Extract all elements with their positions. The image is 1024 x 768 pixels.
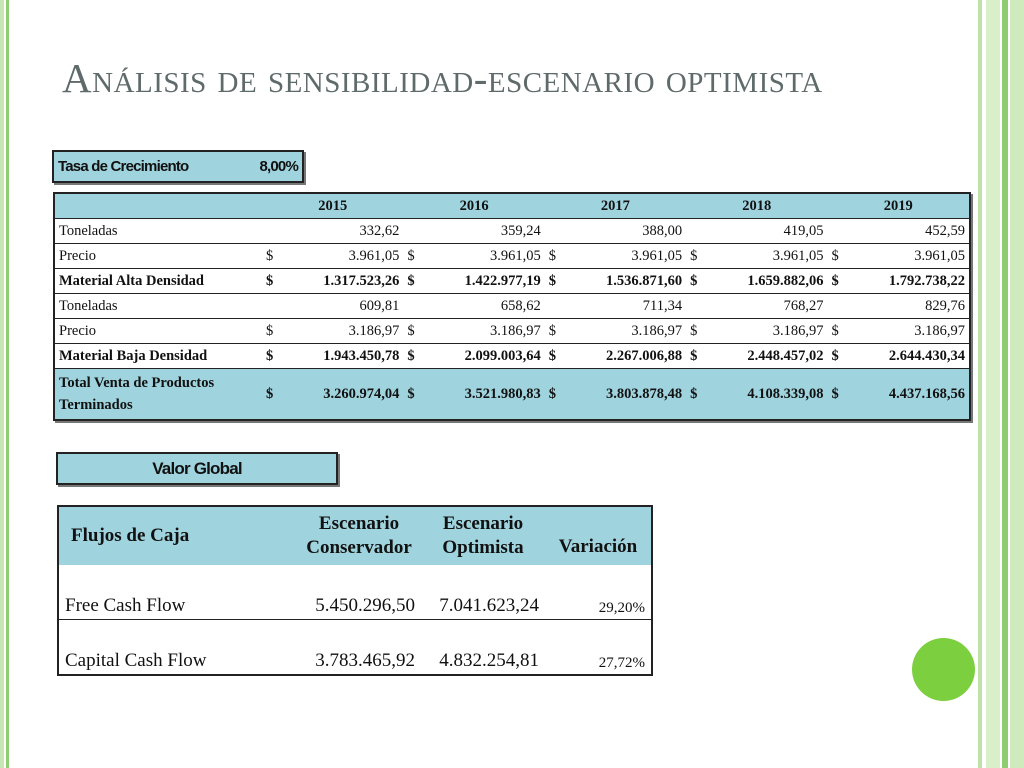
currency-symbol: $ [262, 319, 284, 344]
value-cell: 3.186,97 [426, 319, 545, 344]
value-cell: 3.961,05 [426, 244, 545, 269]
cash-flow-header-row [58, 506, 652, 565]
value-cell: 1.943.450,78 [284, 344, 403, 369]
variation-value: 27,72% [598, 655, 645, 671]
currency-symbol: $ [545, 319, 567, 344]
value-cell: 419,05 [708, 219, 827, 244]
optimistic-value: 7.041.623,24 [421, 565, 545, 620]
slide-title: Análisis de sensibilidad-escenario optimista [62, 55, 823, 101]
currency-symbol: $ [827, 319, 849, 344]
value-cell: 1.536.871,60 [567, 269, 686, 294]
currency-symbol: $ [262, 269, 284, 294]
currency-symbol: $ [403, 344, 425, 369]
table-row [54, 269, 970, 294]
currency-symbol: $ [686, 369, 708, 421]
currency-symbol: $ [827, 369, 849, 421]
currency-symbol: $ [545, 344, 567, 369]
currency-symbol: $ [262, 369, 284, 421]
optimistic-value: 4.832.254,81 [439, 650, 539, 671]
year-header: 2019 [827, 193, 970, 219]
value-cell: 1.792.738,22 [850, 269, 970, 294]
growth-rate-box [52, 150, 304, 183]
currency-symbol [827, 219, 849, 244]
currency-symbol [545, 219, 567, 244]
value-cell: 3.961,05 [284, 244, 403, 269]
year-header: 2018 [686, 193, 827, 219]
row-label: Precio [54, 319, 262, 344]
currency-symbol [403, 219, 425, 244]
table-header-row [54, 193, 970, 219]
header-blank-cell [54, 193, 262, 219]
value-cell: 711,34 [567, 294, 686, 319]
value-cell: 2.644.430,34 [850, 344, 970, 369]
currency-symbol: $ [827, 269, 849, 294]
currency-symbol [686, 219, 708, 244]
variation-value: 29,20% [545, 565, 652, 620]
currency-symbol: $ [686, 344, 708, 369]
cash-flow-row [58, 565, 652, 620]
value-cell: 2.448.457,02 [708, 344, 827, 369]
value-cell: 3.186,97 [850, 319, 970, 344]
table-row [54, 344, 970, 369]
currency-symbol [545, 294, 567, 319]
value-cell: 3.186,97 [284, 319, 403, 344]
growth-rate-label: Tasa de Crecimiento [58, 158, 189, 175]
value-cell: 3.961,05 [708, 244, 827, 269]
row-label: Material Alta Densidad [54, 269, 262, 294]
value-cell: 3.961,05 [850, 244, 970, 269]
green-circle-decoration [912, 638, 975, 701]
global-value-box [56, 452, 338, 485]
left-decor-bar [0, 0, 12, 768]
currency-symbol: $ [686, 269, 708, 294]
value-cell: 359,24 [426, 219, 545, 244]
cash-flow-header: Flujos de Caja [58, 506, 297, 565]
cash-flow-header: Escenario Conservador [297, 506, 421, 565]
currency-symbol: $ [827, 344, 849, 369]
cash-flow-row [58, 620, 652, 676]
cash-flow-label: Capital Cash Flow [65, 650, 207, 671]
row-label: Total Venta de Productos Terminados [54, 369, 262, 421]
year-header: 2015 [262, 193, 403, 219]
table-row [54, 244, 970, 269]
value-cell: 2.267.006,88 [567, 344, 686, 369]
currency-symbol [262, 294, 284, 319]
value-cell: 332,62 [284, 219, 403, 244]
year-header: 2016 [403, 193, 544, 219]
currency-symbol: $ [545, 269, 567, 294]
value-cell: 3.260.974,04 [284, 369, 403, 421]
currency-symbol: $ [403, 269, 425, 294]
value-cell: 658,62 [426, 294, 545, 319]
currency-symbol: $ [827, 244, 849, 269]
value-cell: 3.961,05 [567, 244, 686, 269]
table-row [54, 319, 970, 344]
currency-symbol: $ [262, 344, 284, 369]
table-row [54, 294, 970, 319]
currency-symbol: $ [403, 244, 425, 269]
cash-flow-label: Free Cash Flow [58, 565, 297, 620]
value-cell: 1.422.977,19 [426, 269, 545, 294]
currency-symbol: $ [545, 369, 567, 421]
value-cell: 3.803.878,48 [567, 369, 686, 421]
sales-projection-table [53, 192, 971, 421]
row-label: Material Baja Densidad [54, 344, 262, 369]
value-cell: 1.317.523,26 [284, 269, 403, 294]
currency-symbol [827, 294, 849, 319]
value-cell: 4.437.168,56 [850, 369, 970, 421]
cash-flow-header: Escenario Optimista [421, 506, 545, 565]
value-cell: 3.186,97 [708, 319, 827, 344]
global-value-label: Valor Global [152, 458, 242, 478]
value-cell: 4.108.339,08 [708, 369, 827, 421]
conservative-value: 5.450.296,50 [297, 565, 421, 620]
right-decor-bar [978, 0, 1024, 768]
value-cell: 609,81 [284, 294, 403, 319]
currency-symbol [686, 294, 708, 319]
cash-flow-header: Variación [545, 506, 652, 565]
value-cell: 829,76 [850, 294, 970, 319]
row-label: Precio [54, 244, 262, 269]
value-cell: 3.521.980,83 [426, 369, 545, 421]
table-row [54, 369, 970, 421]
value-cell: 2.099.003,64 [426, 344, 545, 369]
table-row [54, 219, 970, 244]
growth-rate-value: 8,00% [259, 158, 298, 175]
value-cell: 768,27 [708, 294, 827, 319]
currency-symbol: $ [403, 319, 425, 344]
value-cell: 1.659.882,06 [708, 269, 827, 294]
row-label: Toneladas [54, 294, 262, 319]
currency-symbol: $ [403, 369, 425, 421]
row-label: Toneladas [54, 219, 262, 244]
currency-symbol [403, 294, 425, 319]
currency-symbol: $ [545, 244, 567, 269]
currency-symbol: $ [686, 319, 708, 344]
currency-symbol: $ [262, 244, 284, 269]
conservative-value: 3.783.465,92 [315, 650, 415, 671]
currency-symbol [262, 219, 284, 244]
cash-flow-table [57, 505, 653, 676]
value-cell: 3.186,97 [567, 319, 686, 344]
value-cell: 452,59 [850, 219, 970, 244]
year-header: 2017 [545, 193, 686, 219]
value-cell: 388,00 [567, 219, 686, 244]
currency-symbol: $ [686, 244, 708, 269]
